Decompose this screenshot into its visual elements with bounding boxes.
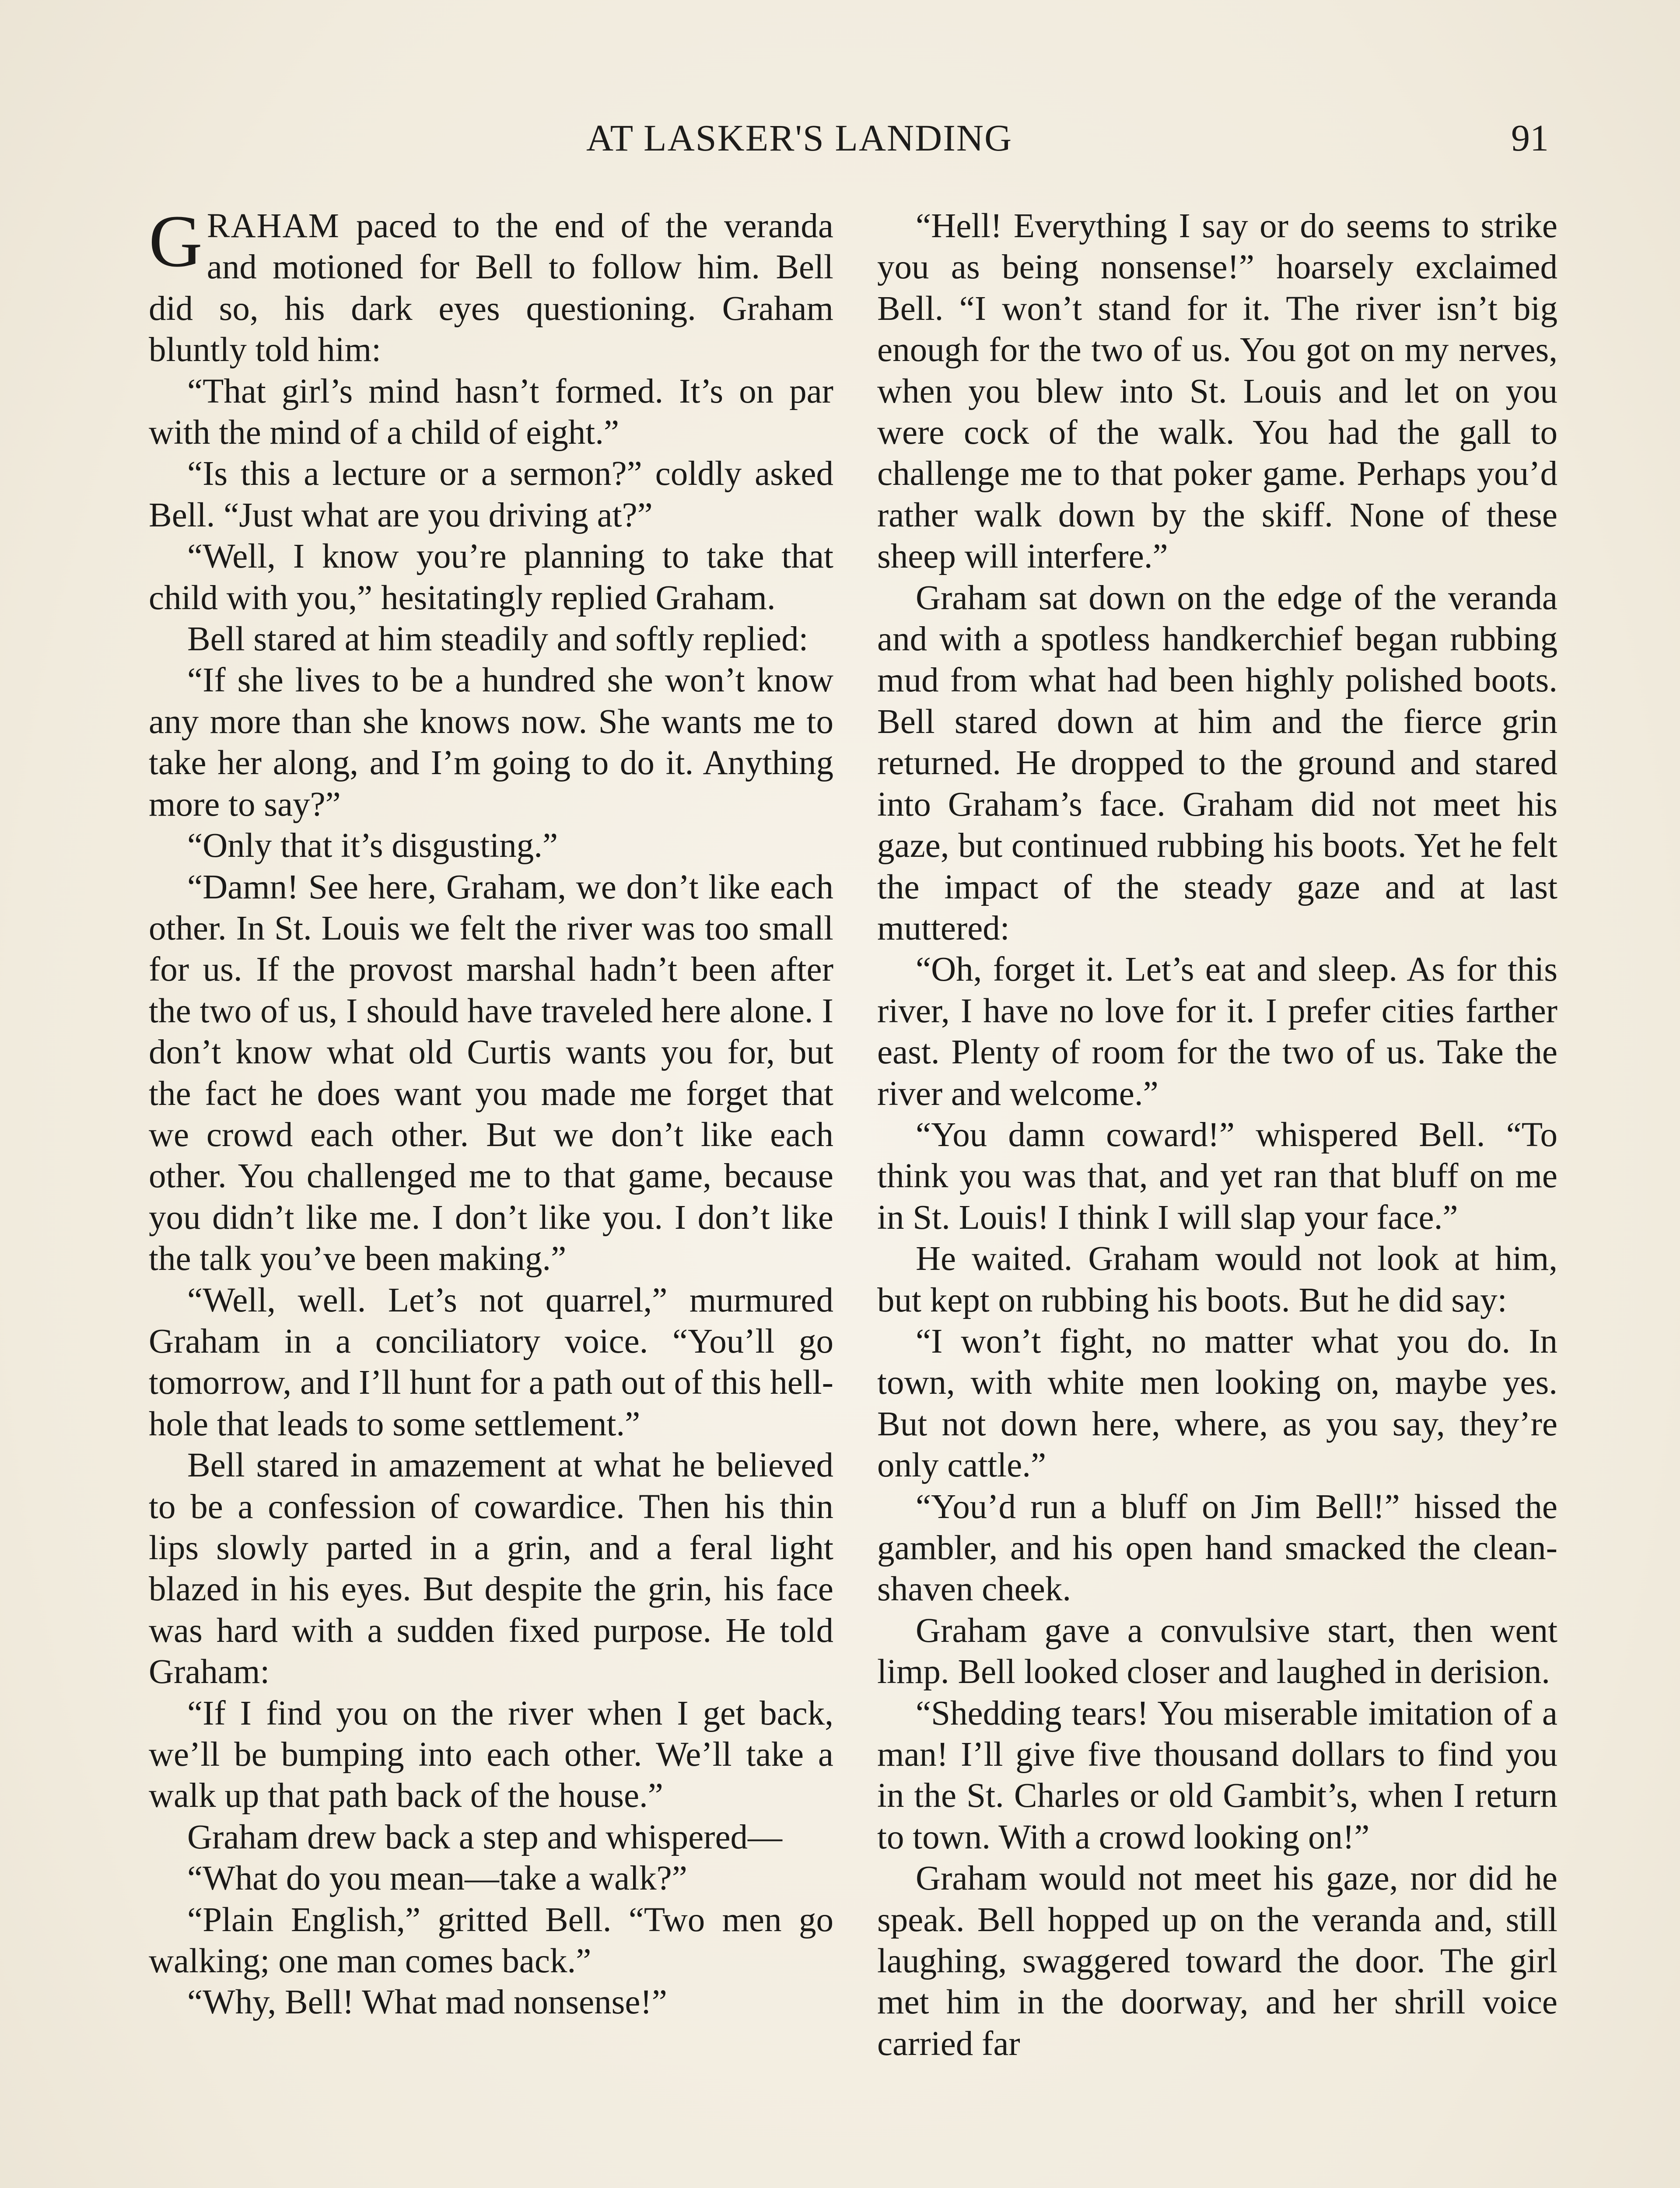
paragraph: Bell stared at him steadily and softly replied: (187, 620, 808, 659)
paragraph: “Only that it’s disgusting.” (187, 827, 558, 865)
page-number: 91 (1511, 117, 1549, 159)
paragraph: “Plain English,” gritted Bell. “Two men go walking; one man comes back.” (149, 1900, 833, 1981)
paragraph: He waited. Graham would not look at him, but kept on rubbing his boots. But he did say: (877, 1240, 1558, 1319)
paragraph: Graham sat down on the edge of the veranda and with a spotless handkerchief began rubbing mud from what had been highly polished boots. Bell stared down at him and the fierce grin returned. He dropped to the ground and stared into Graham’s face. Graham did not meet his gaze, but continued rubbing his boots. Yet he felt the impact of the steady gaze and at last muttered: (877, 579, 1558, 947)
right-column (877, 206, 1558, 2065)
paragraph: “Well, well. Let’s not quarrel,” murmured Graham in a conciliatory voice. “You’ll go tomorrow, and I’ll hunt for a path out of this hell-hole that leads to some settlement.” (149, 1281, 833, 1443)
drop-cap: G (149, 200, 203, 282)
paragraph: Graham gave a convulsive start, then went limp. Bell looked closer and laughed in derision. (877, 1611, 1558, 1691)
paragraph: Graham drew back a step and whispered— (187, 1818, 783, 1856)
running-title: AT LASKER'S LANDING (586, 117, 1013, 159)
paragraph: “Well, I know you’re planning to take that child with you,” hesitatingly replied Graham. (149, 537, 833, 617)
paragraph: “Oh, forget it. Let’s eat and sleep. As for this river, I have no love for it. I prefer cities farther east. Plenty of room for the two of us. Take the river and welcome.” (877, 950, 1558, 1113)
paragraph: “If she lives to be a hundred she won’t know any more than she knows now. She wants me to take her along, and I’m going to do it. Anything more to say?” (149, 661, 833, 824)
paragraph: “You’d run a bluff on Jim Bell!” hissed the gambler, and his open hand smacked the clean-shaven cheek. (877, 1487, 1558, 1609)
paragraph: “Damn! See here, Graham, we don’t like each other. In St. Louis we felt the river was too small for us. If the provost marshal hadn’t been after the two of us, I should have traveled here alone. I don’t know what old Curtis wants you for, but the fact he does want you made me forget that we crowd each other. But we don’t like each other. You challenged me to that game, because you didn’t like me. I don’t like you. I don’t like the talk you’ve been making.” (149, 868, 833, 1278)
left-column (149, 200, 833, 2023)
paragraph: “What do you mean—take a walk?” (187, 1859, 687, 1898)
paragraph: “That girl’s mind hasn’t formed. It’s on par with the mind of a child of eight.” (149, 372, 833, 452)
paragraph: “I won’t fight, no matter what you do. In town, with white men looking on, maybe yes. But not down here, where, as you say, they’re only cattle.” (877, 1322, 1558, 1485)
opening-paragraph (149, 200, 833, 371)
paragraph: “Shedding tears! You miserable imitation of a man! I’ll give five thousand dollars to find you in the St. Charles or old Gambit’s, when I return to town. With a crowd looking on!” (877, 1694, 1558, 1856)
paragraph: Bell stared in amazement at what he believed to be a confession of cowardice. Then his thin lips slowly parted in a grin, and a feral light blazed in his eyes. But despite the grin, his face was hard with a sudden fixed purpose. He told Graham: (149, 1446, 833, 1691)
paragraph: “Why, Bell! What mad nonsense!” (187, 1983, 667, 2022)
paragraph: “Is this a lecture or a sermon?” coldly asked Bell. “Just what are you driving at?” (149, 455, 833, 534)
opening-small-caps: RAHAM (206, 207, 340, 245)
paragraph: “Hell! Everything I say or do seems to strike you as being nonsense!” hoarsely exclaimed Bell. “I won’t stand for it. The river isn’t big enough for the two of us. You got on my nerves, when you blew into St. Louis and let on you were cock of the walk. You had the gall to challenge me to that poker game. Perhaps you’d rather walk down by the skiff. None of these sheep will interfere.” (877, 207, 1558, 576)
paragraph: “If I find you on the river when I get back, we’ll be bumping into each other. We’ll take a walk up that path back of the house.” (149, 1694, 833, 1815)
paragraph: “You damn coward!” whispered Bell. “To think you was that, and yet ran that bluff on me in St. Louis! I think I will slap your face.” (877, 1115, 1558, 1237)
paragraph: Graham would not meet his gaze, nor did he speak. Bell hopped up on the veranda and, still laughing, swaggered toward the door. The girl met him in the doorway, and her shrill voice carried far (877, 1859, 1558, 2063)
opening-text: paced to the end of the veranda and motioned for Bell to follow him. Bell did so, his dark eyes questioning. Graham bluntly told him: (149, 207, 833, 369)
